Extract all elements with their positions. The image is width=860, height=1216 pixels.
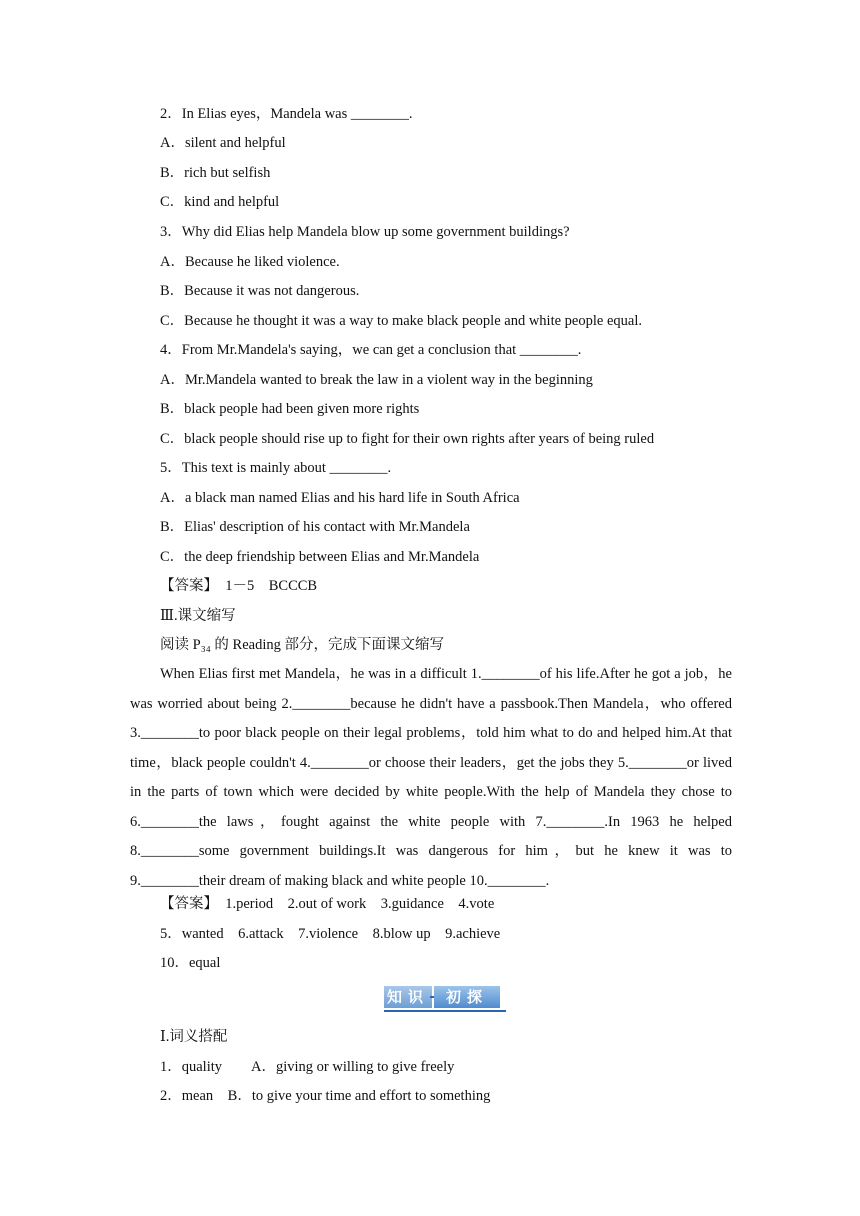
question-2-option-c: C．kind and helpful [160, 194, 280, 210]
section-banner [384, 984, 506, 1012]
banner-underline [384, 1010, 506, 1012]
question-5-option-b: B．Elias' description of his contact with Mr.Mandela [160, 519, 470, 535]
question-3-stem: 3．Why did Elias help Mandela blow up some government buildings? [160, 224, 570, 240]
vocab-item-2: 2．mean B．to give your time and effort to something [160, 1088, 491, 1104]
banner-part-2: 初探 [434, 986, 500, 1008]
section-3-instruction: 阅读 P₃₄ 的 Reading 部分，完成下面课文缩写 [160, 637, 444, 653]
question-2-stem: 2．In Elias eyes，Mandela was ________. [160, 106, 413, 122]
summary-paragraph: When Elias first met Mandela，he was in a difficult 1.________of his life.After he got a job，he was worried about being 2.________because he didn't have a passbook.Then Mandela，who offered 3.________to poor black people on their legal problems，told him what to do and helped him.At that time，black people couldn't 4.________or choose their leaders，get the jobs they 5.________or lived in the parts of town which were decided by white people.With the help of Mandela they chose to 6.________the laws，fought against the white people with 7.________.In 1963 he helped 8.________some government buildings.It was dangerous for him，but he knew it was to 9.________their dream of making black and white people 10.________. [130, 666, 732, 889]
question-5-stem: 5．This text is mainly about ________. [160, 460, 392, 476]
question-4-option-b: B．black people had been given more rights [160, 401, 420, 417]
question-4-option-c: C．black people should rise up to fight for their own rights after years of being ruled [160, 431, 655, 447]
question-5-option-a: A．a black man named Elias and his hard life in South Africa [160, 490, 520, 506]
question-4-option-a: A．Mr.Mandela wanted to break the law in a violent way in the beginning [160, 372, 593, 388]
section-1-title: Ⅰ.词义搭配 [160, 1029, 228, 1045]
answer-key-summary-line-3: 10．equal [160, 955, 221, 971]
answer-key-reading: 【答案】 1－5 BCCCB [160, 578, 318, 594]
question-4-stem: 4．From Mr.Mandela's saying，we can get a conclusion that ________. [160, 342, 582, 358]
question-3-option-c: C．Because he thought it was a way to make black people and white people equal. [160, 313, 642, 329]
question-3-option-b: B．Because it was not dangerous. [160, 283, 360, 299]
answer-key-summary-line-2: 5．wanted 6.attack 7.violence 8.blow up 9.achieve [160, 926, 501, 942]
section-3-title: Ⅲ.课文缩写 [160, 608, 236, 624]
answer-key-summary-line-1: 【答案】 1.period 2.out of work 3.guidance 4.vote [160, 896, 495, 912]
question-2-option-a: A．silent and helpful [160, 135, 286, 151]
question-3-option-a: A．Because he liked violence. [160, 254, 340, 270]
question-5-option-c: C．the deep friendship between Elias and Mr.Mandela [160, 549, 480, 565]
banner-part-1: 知识 [384, 986, 432, 1008]
question-2-option-b: B．rich but selfish [160, 165, 271, 181]
vocab-item-1: 1．quality A．giving or willing to give freely [160, 1059, 455, 1075]
